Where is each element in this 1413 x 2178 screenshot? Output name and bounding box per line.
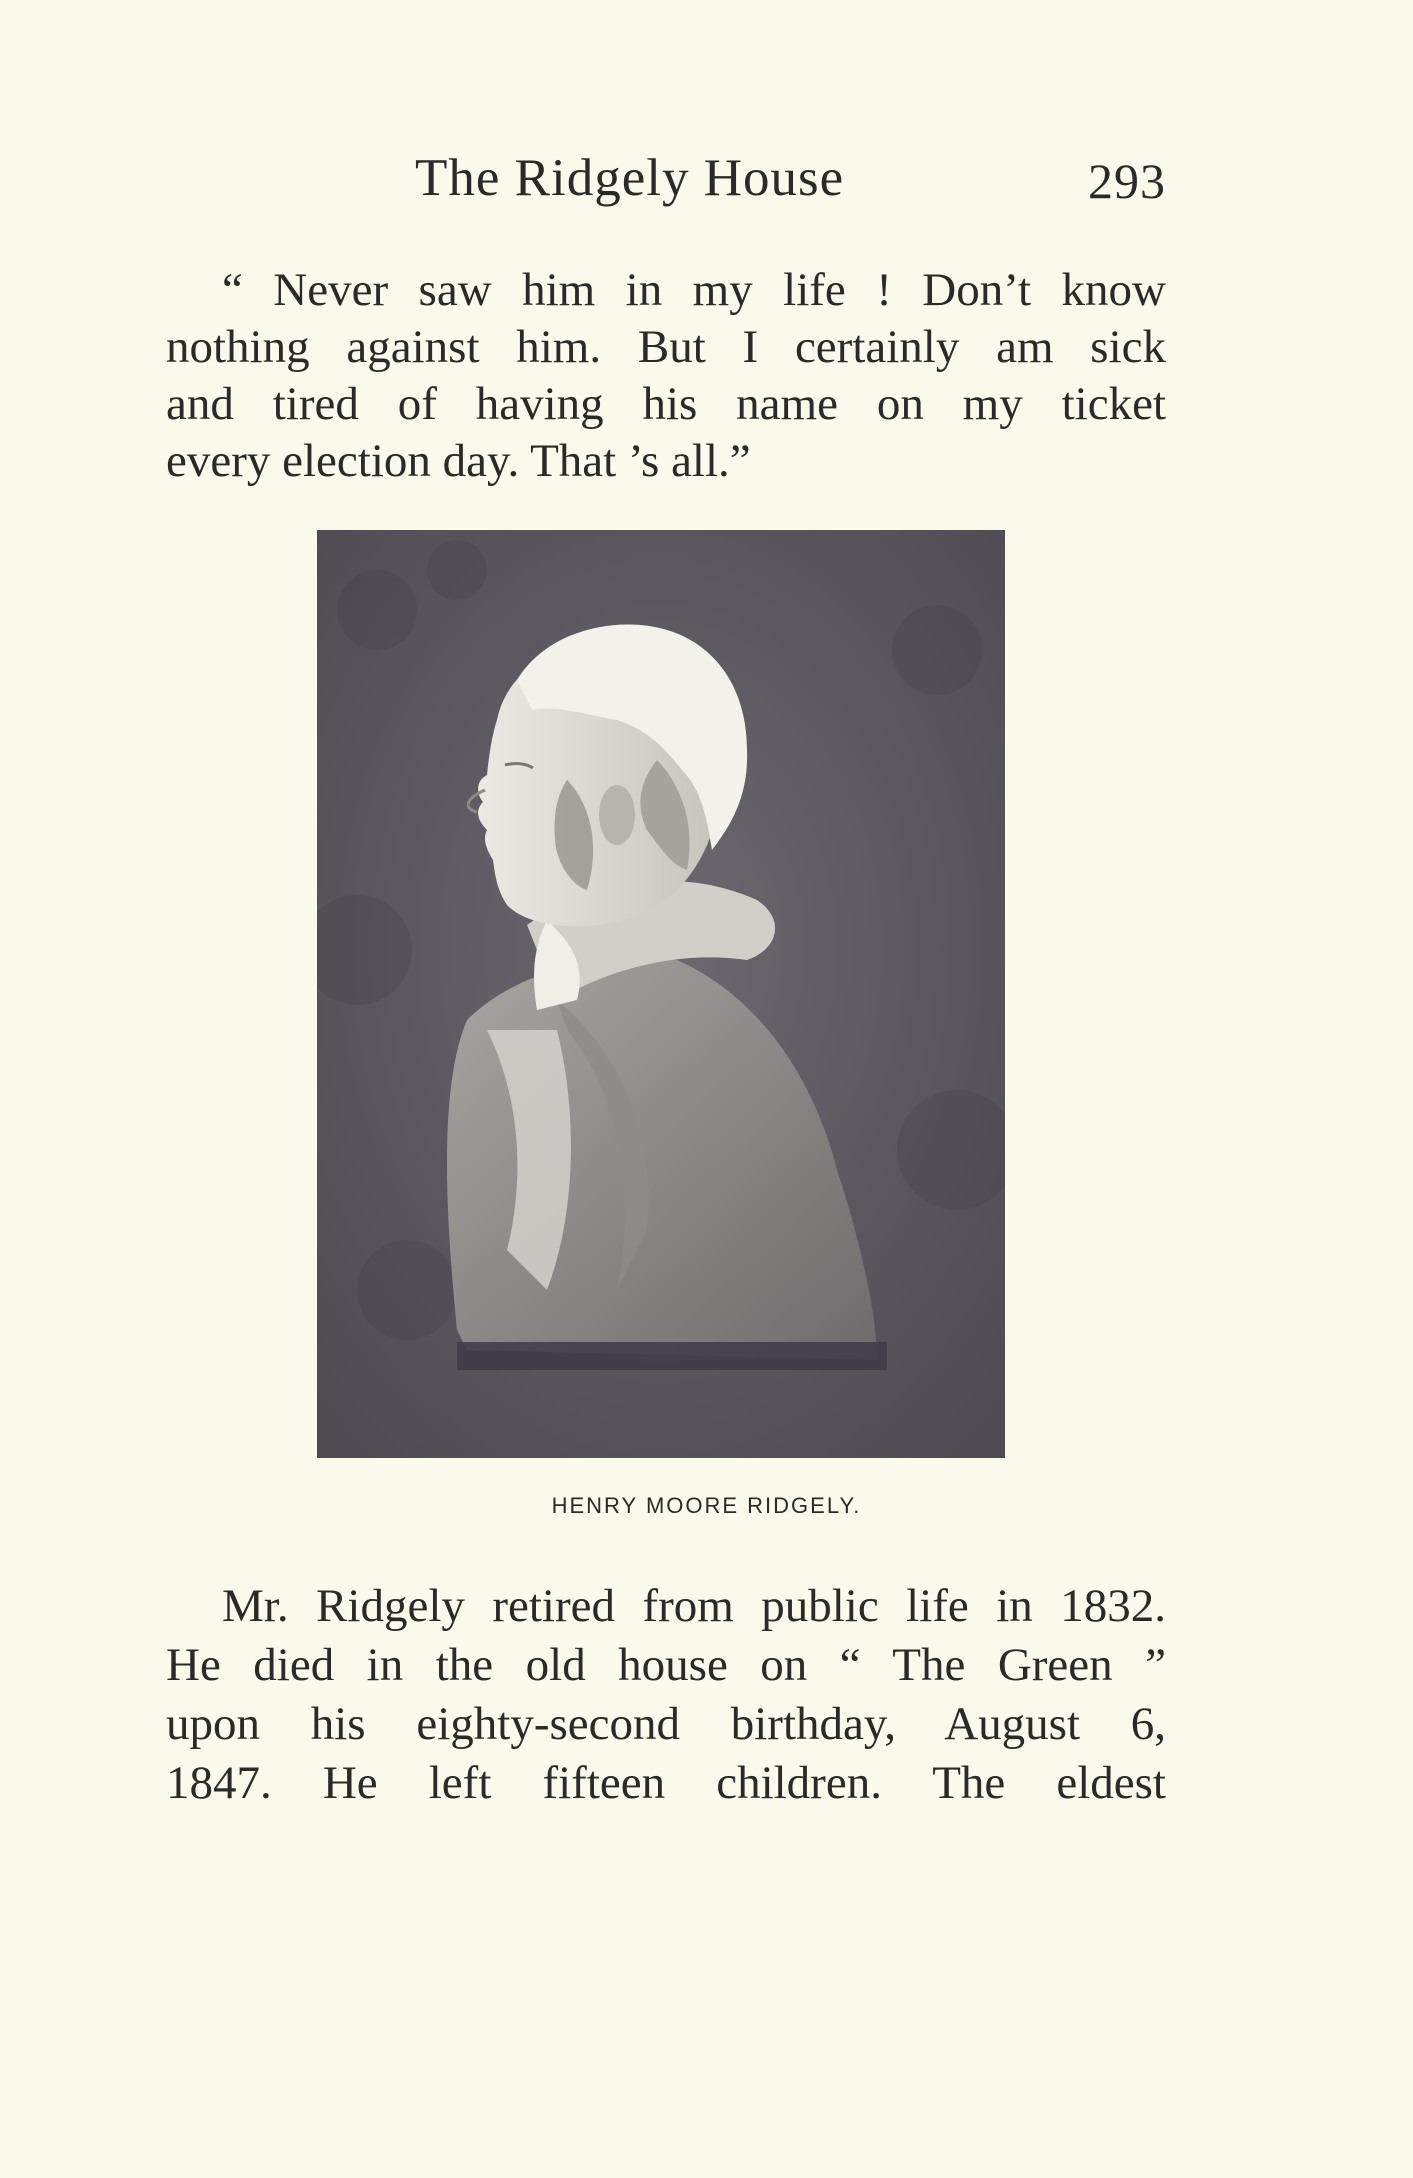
body-paragraph [166, 1577, 1166, 1813]
running-title: The Ridgely House [415, 149, 845, 207]
text-line: upon his eighty-second birthday, August 6, [166, 1698, 1166, 1750]
portrait-illustration [317, 530, 1005, 1458]
quote-paragraph [166, 262, 1166, 490]
text-line: and tired of having his name on my ticket [166, 378, 1166, 430]
text-line: every election day. That ’s all.” [166, 435, 751, 487]
text-line: He died in the old house on “ The Green ” [166, 1639, 1166, 1691]
text-line: Mr. Ridgely retired from public life in 1832. [222, 1580, 1166, 1632]
portrait-image [317, 530, 1005, 1458]
text-line: “ Never saw him in my life ! Don’t know [222, 264, 1166, 316]
page-number: 293 [1088, 153, 1166, 209]
text-line: 1847. He left fifteen children. The eldest [166, 1757, 1166, 1809]
figure-caption: HENRY MOORE RIDGELY. [551, 1493, 862, 1518]
text-line: nothing against him. But I certainly am sick [166, 321, 1166, 373]
running-head [0, 148, 1413, 208]
